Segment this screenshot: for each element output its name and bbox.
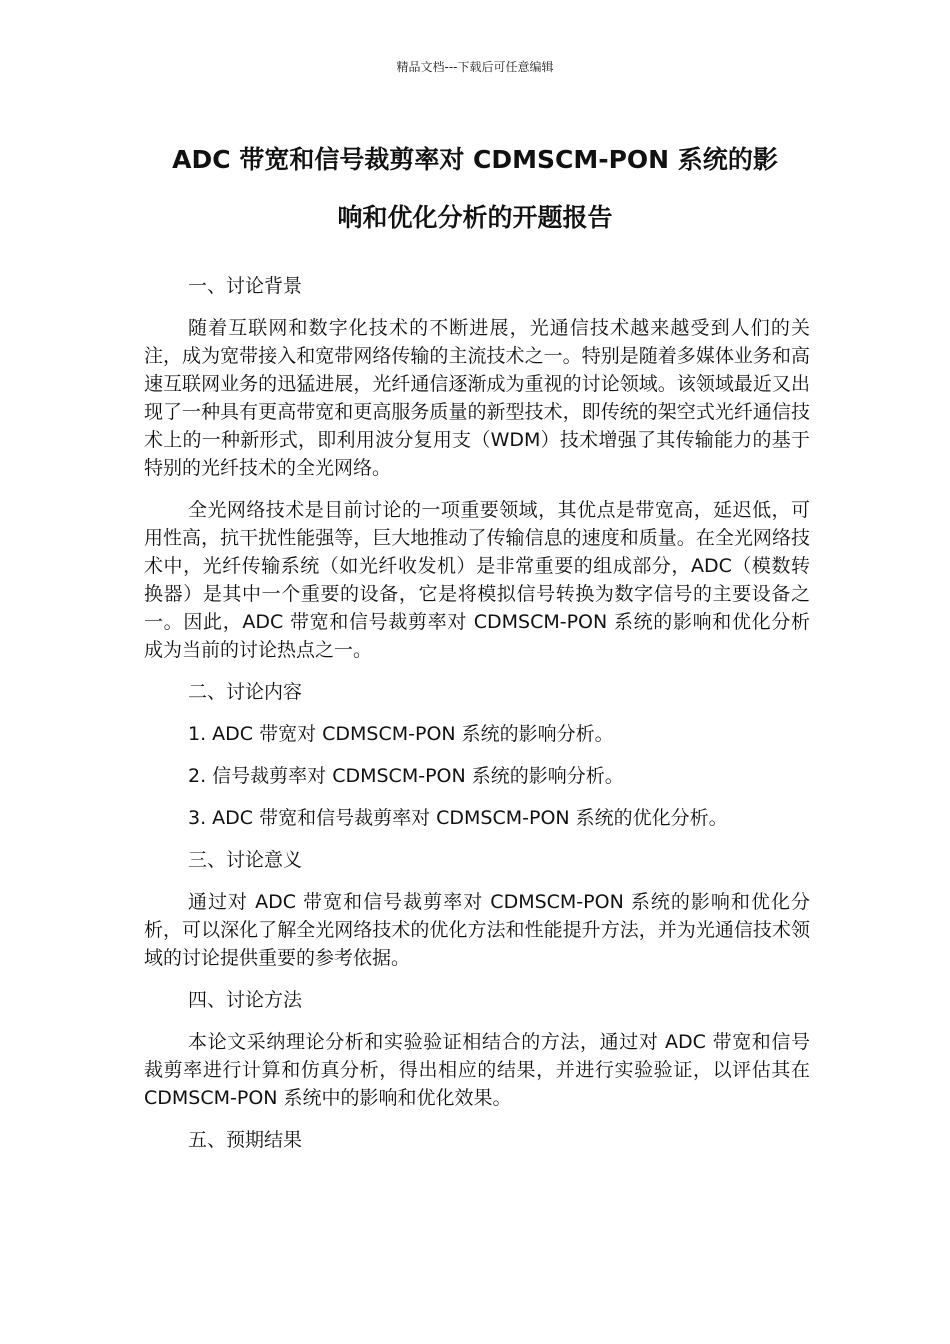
- method-paragraph: 本论文采纳理论分析和实验验证相结合的方法，通过对 ADC 带宽和信号裁剪率进行计算和仿真分析，得出相应的结果，并进行实验验证，以评估其在 CDMSCM-PON 系统中的影响和优化效果。: [144, 1031, 810, 1109]
- content-item-1: 1. ADC 带宽对 CDMSCM-PON 系统的影响分析。: [188, 723, 614, 745]
- document-title-line-1: ADC 带宽和信号裁剪率对 CDMSCM-PON 系统的影: [172, 145, 778, 174]
- page-header: 精品文档---下载后可任意编辑: [396, 60, 554, 74]
- significance-paragraph: 通过对 ADC 带宽和信号裁剪率对 CDMSCM-PON 系统的影响和优化分析，可以深化了解全光网络技术的优化方法和性能提升方法，并为光通信技术领域的讨论提供重要的参考依据。: [144, 891, 810, 969]
- background-paragraph-2: 全光网络技术是目前讨论的一项重要领域，其优点是带宽高，延迟低，可用性高，抗干扰性能强等，巨大地推动了传输信息的速度和质量。在全光网络技术中，光纤传输系统（如光纤收发机）是非常重要的组成部分，ADC（模数转换器）是其中一个重要的设备，它是将模拟信号转换为数字信号的主要设备之一。因此，ADC 带宽和信号裁剪率对 CDMSCM-PON 系统的影响和优化分析成为当前的讨论热点之一。: [144, 499, 810, 661]
- content-item-3: 3. ADC 带宽和信号裁剪率对 CDMSCM-PON 系统的优化分析。: [188, 807, 728, 829]
- content-item-2: 2. 信号裁剪率对 CDMSCM-PON 系统的影响分析。: [188, 765, 624, 787]
- section-heading-background: 一、讨论背景: [188, 275, 303, 297]
- section-heading-significance: 三、讨论意义: [188, 849, 303, 871]
- background-paragraph-1: 随着互联网和数字化技术的不断进展，光通信技术越来越受到人们的关注，成为宽带接入和宽带网络传输的主流技术之一。特别是随着多媒体业务和高速互联网业务的迅猛进展，光纤通信逐渐成为重视的讨论领域。该领域最近又出现了一种具有更高带宽和更高服务质量的新型技术，即传统的架空式光纤通信技术上的一种新形式，即利用波分复用支（WDM）技术增强了其传输能力的基于特别的光纤技术的全光网络。: [144, 317, 810, 479]
- document-title-line-2: 响和优化分析的开题报告: [337, 203, 613, 232]
- document-body: [144, 272, 810, 1168]
- section-heading-method: 四、讨论方法: [188, 989, 303, 1011]
- section-heading-expected-results: 五、预期结果: [188, 1129, 303, 1151]
- section-heading-content: 二、讨论内容: [188, 681, 303, 703]
